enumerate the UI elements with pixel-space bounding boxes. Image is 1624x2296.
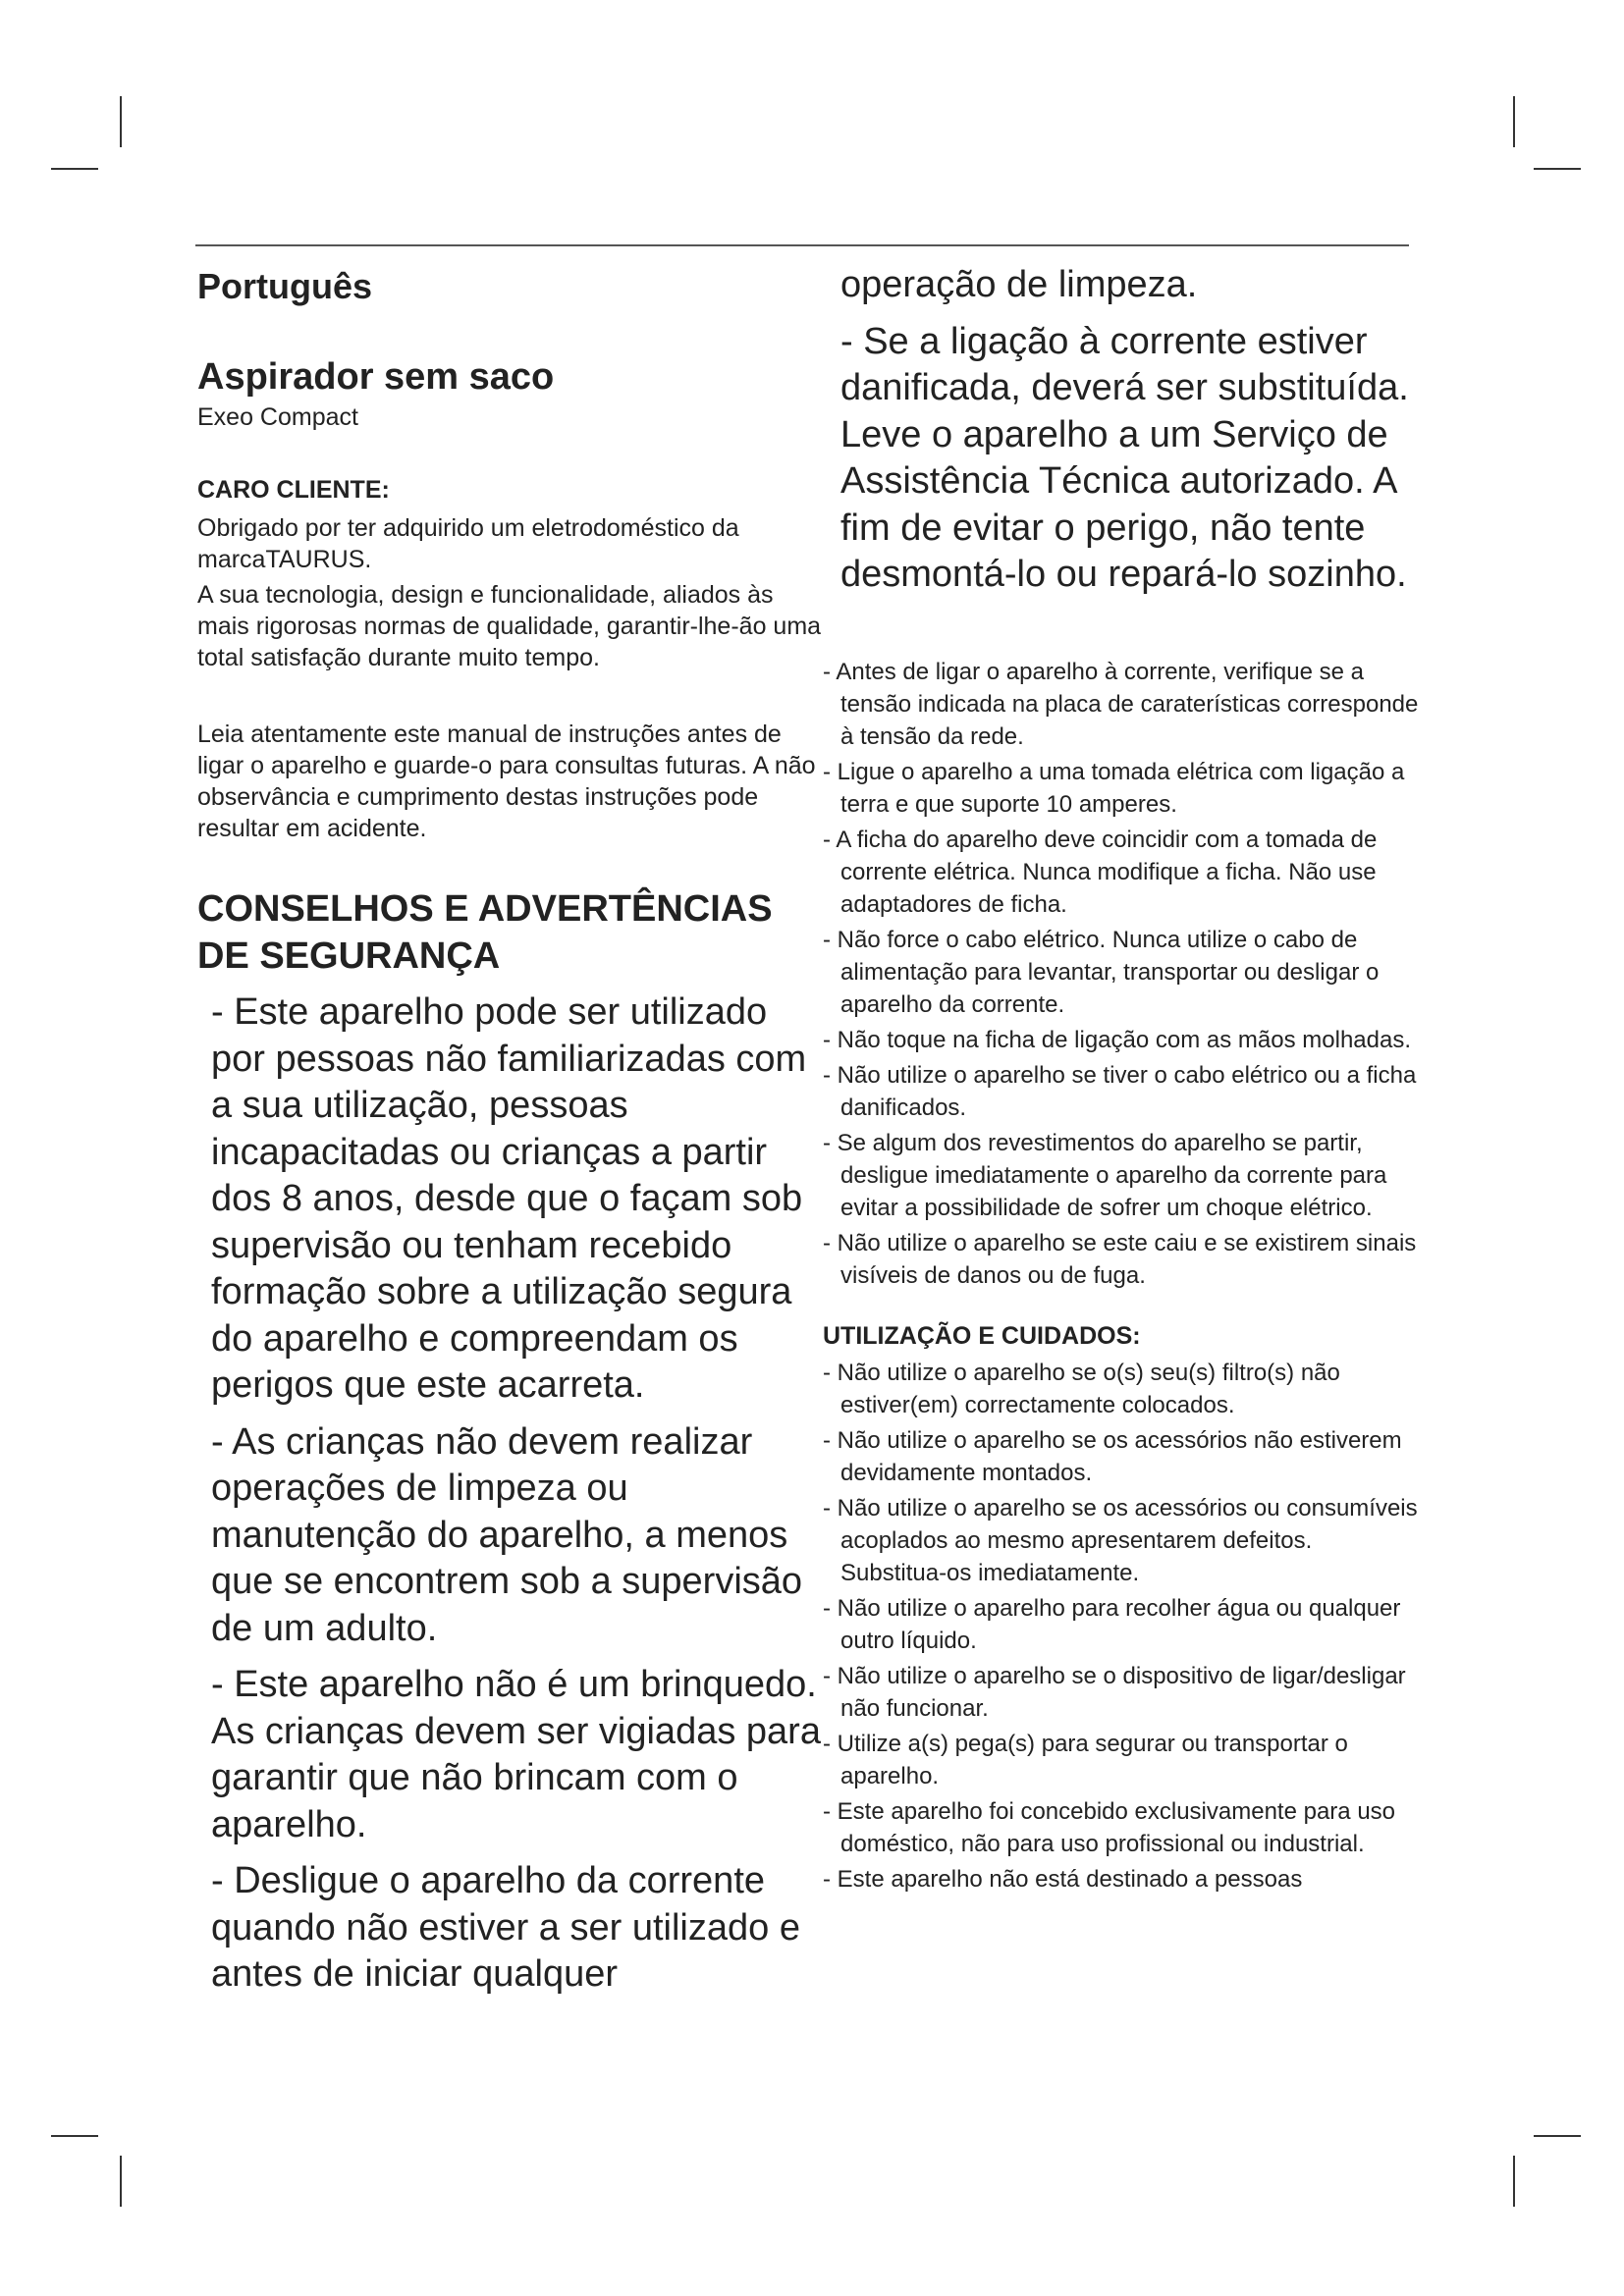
crop-mark-top-right-vertical bbox=[1513, 96, 1515, 147]
list-item: - Não utilize o aparelho para recolher água ou qualquer outro líquido. bbox=[823, 1594, 1401, 1654]
crop-mark-bottom-right-horizontal bbox=[1534, 2135, 1581, 2137]
intro-paragraph: Obrigado por ter adquirido um eletrodoméstico da marcaTAURUS. bbox=[197, 514, 739, 573]
safety-warning-large: - As crianças não devem realizar operações de limpeza ou manutenção do aparelho, a menos que se encontrem sob a supervisão de um adulto. bbox=[211, 1420, 803, 1649]
list-item: - Não force o cabo elétrico. Nunca utilize o cabo de alimentação para levantar, transportar ou desligar o aparelho da corrente. bbox=[823, 926, 1380, 1018]
safety-list bbox=[823, 656, 1422, 1292]
right-column bbox=[823, 263, 1422, 1898]
intro-paragraph: Leia atentamente este manual de instruções antes de ligar o aparelho e guarde-o para consultas futuras. A não observância e cumprimento destas instruções pode resultar em acidente. bbox=[197, 721, 816, 842]
language-heading: Português bbox=[197, 266, 373, 306]
safety-warning-large: - Se a ligação à corrente estiver danificada, deverá ser substituída. Leve o aparelho a um Serviço de Assistência Técnica autorizado. A fim de evitar o perigo, não tente desmontá-lo ou repará-lo sozinho. bbox=[840, 320, 1409, 595]
list-item: - Não toque na ficha de ligação com as mãos molhadas. bbox=[823, 1026, 1412, 1053]
left-column bbox=[197, 263, 826, 1999]
product-title: Aspirador sem saco bbox=[197, 356, 555, 398]
list-item: - Não utilize o aparelho se o(s) seu(s) filtro(s) não estiver(em) correctamente colocados. bbox=[823, 1359, 1340, 1418]
list-item: - Não utilize o aparelho se este caiu e se existirem sinais visíveis de danos ou de fuga. bbox=[823, 1229, 1417, 1289]
model-name: Exeo Compact bbox=[197, 403, 358, 431]
safety-heading: CONSELHOS E ADVERTÊNCIAS DE SEGURANÇA bbox=[197, 888, 773, 977]
crop-mark-bottom-right-vertical bbox=[1513, 2156, 1515, 2207]
safety-warning-large-continued: operação de limpeza. bbox=[840, 264, 1198, 305]
list-item: - Este aparelho foi concebido exclusivamente para uso doméstico, não para uso profissional ou industrial. bbox=[823, 1797, 1396, 1857]
header-rule bbox=[195, 244, 1409, 246]
list-item: - Utilize a(s) pega(s) para segurar ou transportar o aparelho. bbox=[823, 1730, 1348, 1789]
list-item: - Não utilize o aparelho se tiver o cabo elétrico ou a ficha danificados. bbox=[823, 1061, 1417, 1121]
list-item: - Se algum dos revestimentos do aparelho se partir, desligue imediatamente o aparelho da corrente para evitar a possibilidade de sofrer um choque elétrico. bbox=[823, 1129, 1387, 1221]
use-care-list bbox=[823, 1357, 1422, 1896]
dear-customer-label: CARO CLIENTE: bbox=[197, 476, 390, 504]
safety-warning-large: - Este aparelho não é um brinquedo. As crianças devem ser vigiadas para garantir que não brincam com o aparelho. bbox=[211, 1664, 821, 1845]
crop-mark-top-right-horizontal bbox=[1534, 168, 1581, 170]
crop-mark-bottom-left-vertical bbox=[120, 2156, 122, 2207]
list-item: - Não utilize o aparelho se o dispositivo de ligar/desligar não funcionar. bbox=[823, 1662, 1406, 1722]
list-item: - Não utilize o aparelho se os acessórios ou consumíveis acoplados ao mesmo apresentarem defeitos. Substitua-os imediatamente. bbox=[823, 1494, 1418, 1586]
intro-paragraph: A sua tecnologia, design e funcionalidade, aliados às mais rigorosas normas de qualidade, garantir-lhe-ão uma total satisfação durante muito tempo. bbox=[197, 581, 822, 671]
safety-warning-large: - Desligue o aparelho da corrente quando não estiver a ser utilizado e antes de iniciar qualquer bbox=[211, 1860, 800, 1995]
crop-mark-top-left-horizontal bbox=[51, 168, 98, 170]
list-item: - Ligue o aparelho a uma tomada elétrica com ligação a terra e que suporte 10 amperes. bbox=[823, 758, 1405, 818]
safety-warning-large: - Este aparelho pode ser utilizado por pessoas não familiarizadas com a sua utilização, pessoas incapacitadas ou crianças a partir dos 8 anos, desde que o façam sob supervisão ou tenham recebido formação sobre a utilização segura do aparelho e compreendam os perigos que este acarreta. bbox=[211, 991, 807, 1406]
list-item: - Não utilize o aparelho se os acessórios não estiverem devidamente montados. bbox=[823, 1426, 1402, 1486]
list-item: - Este aparelho não está destinado a pessoas bbox=[823, 1865, 1303, 1893]
list-item: - A ficha do aparelho deve coincidir com a tomada de corrente elétrica. Nunca modifique a ficha. Não use adaptadores de ficha. bbox=[823, 826, 1378, 918]
use-care-label: UTILIZAÇÃO E CUIDADOS: bbox=[823, 1321, 1141, 1350]
list-item: - Antes de ligar o aparelho à corrente, verifique se a tensão indicada na placa de caraterísticas corresponde à tensão da rede. bbox=[823, 658, 1419, 750]
crop-mark-bottom-left-horizontal bbox=[51, 2135, 98, 2137]
crop-mark-top-left-vertical bbox=[120, 96, 122, 147]
